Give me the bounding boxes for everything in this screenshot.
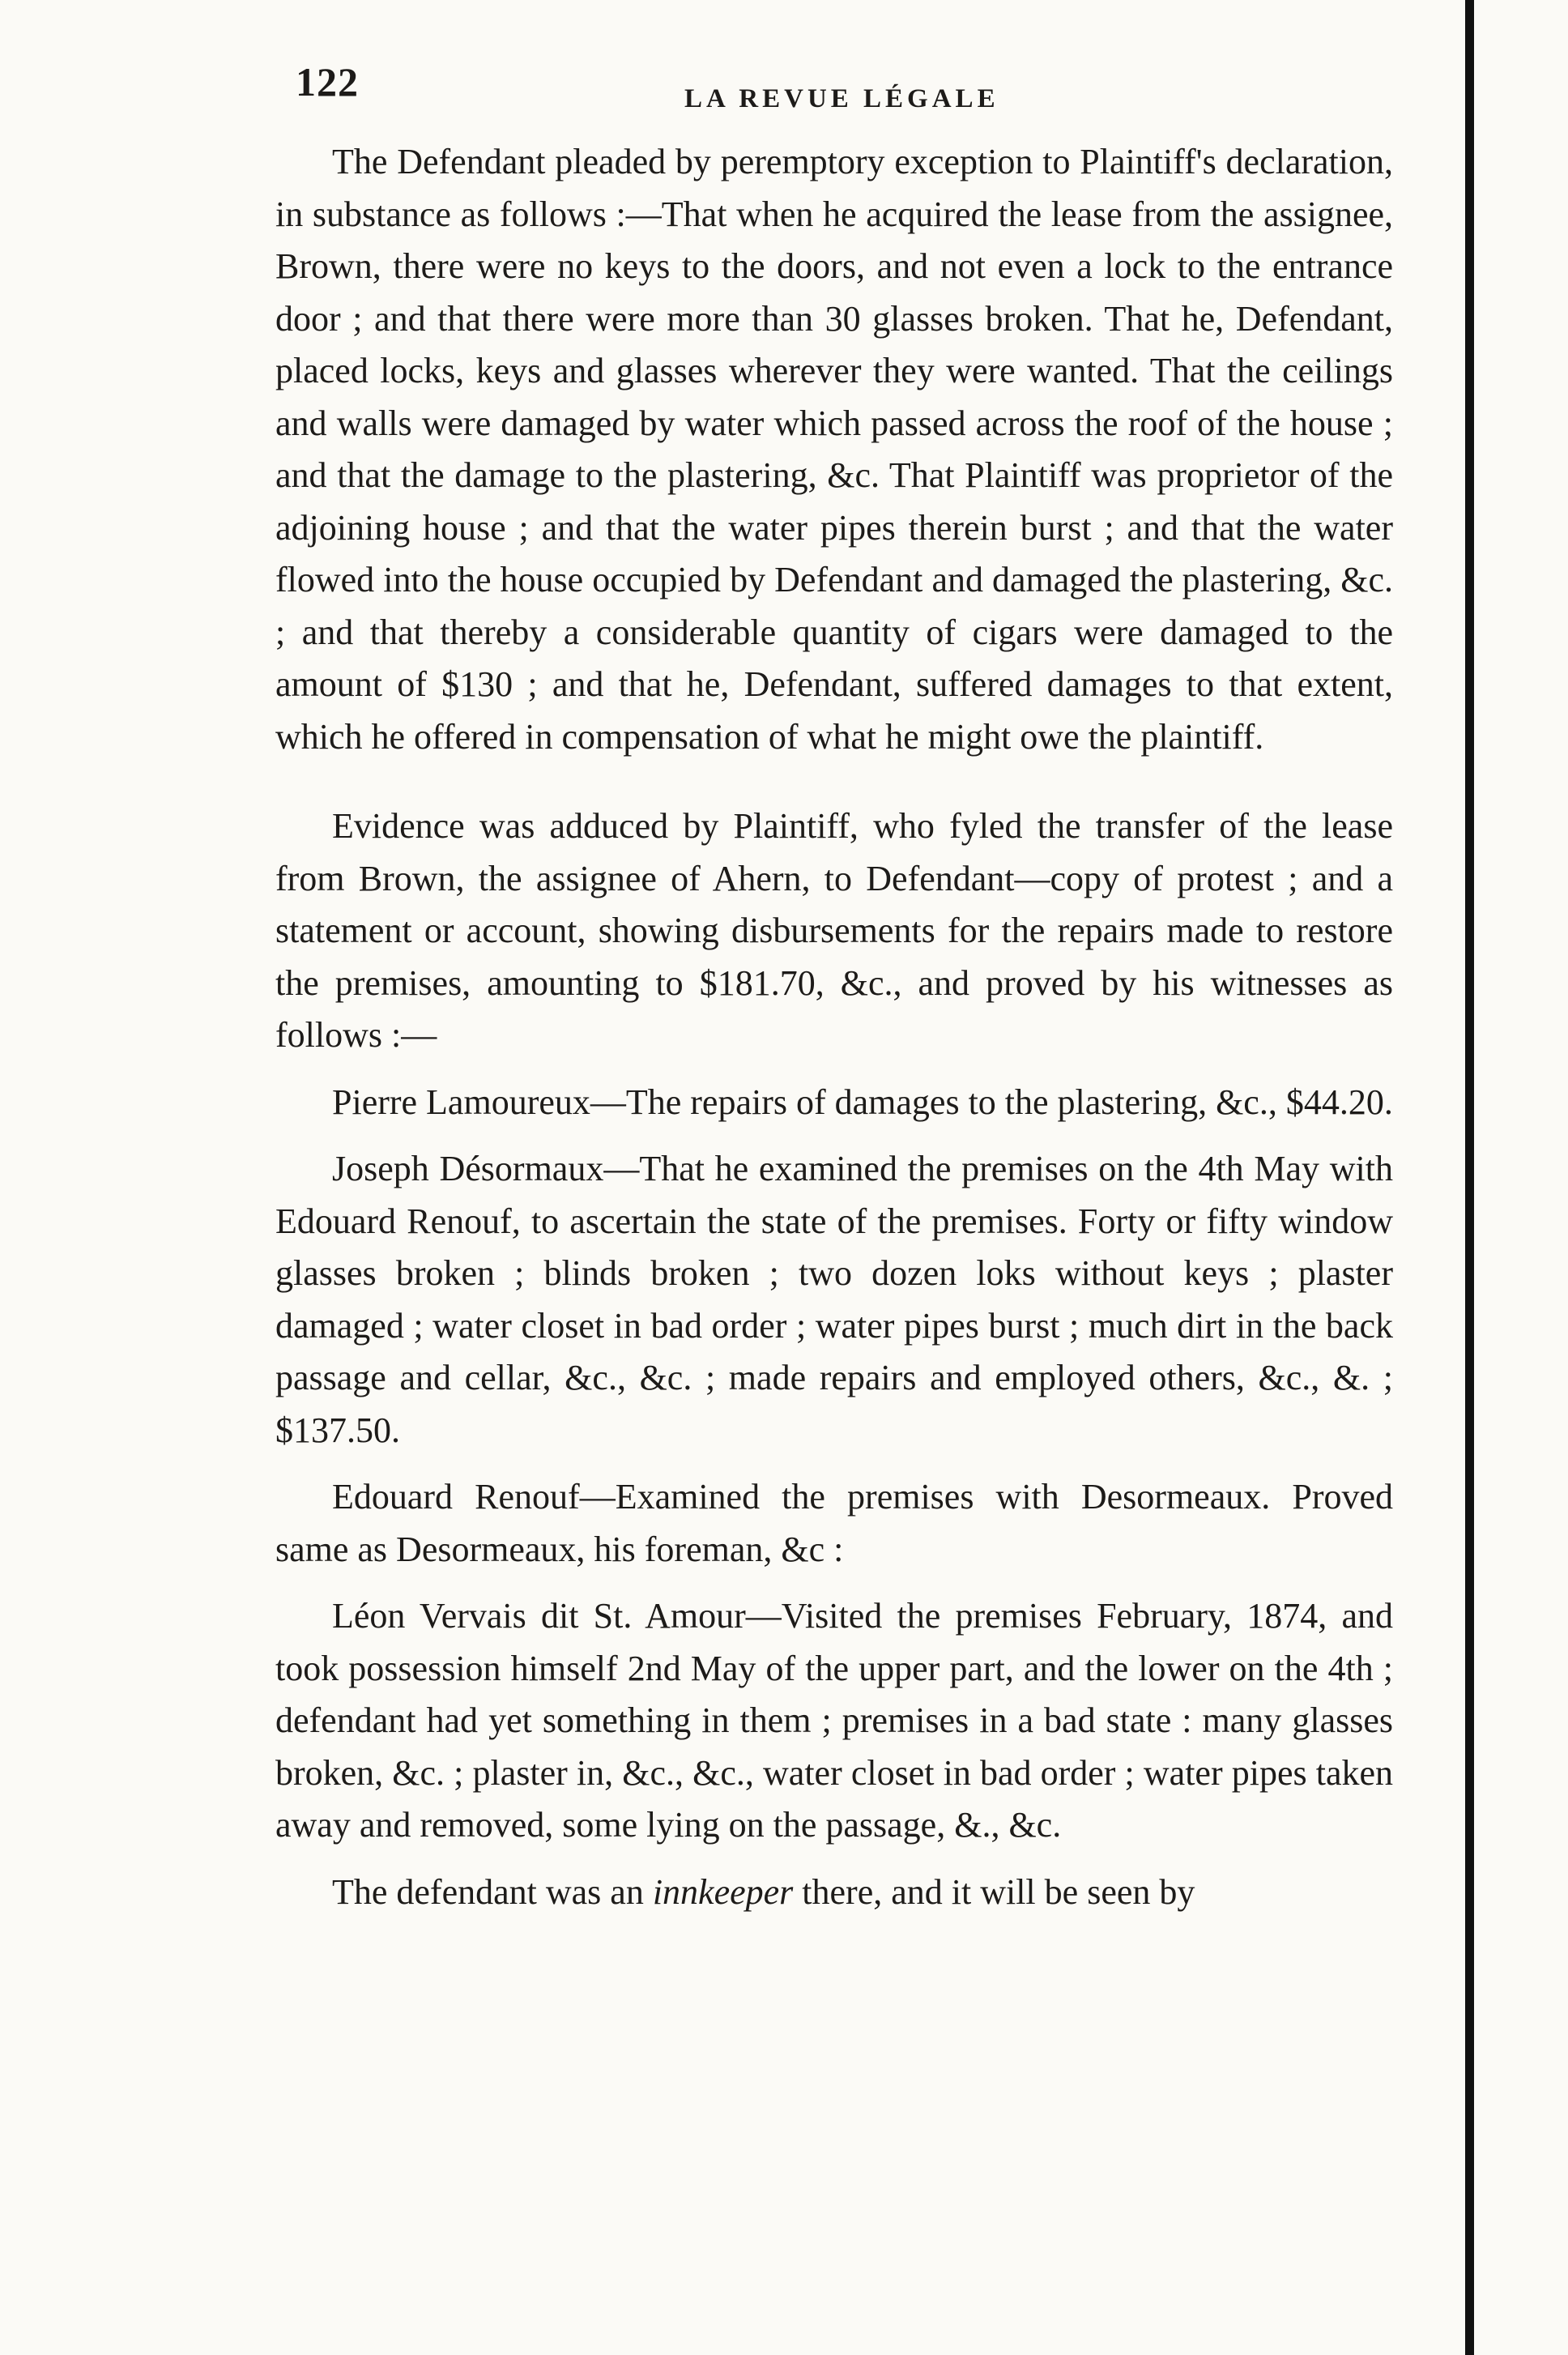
running-title: LA REVUE LÉGALE xyxy=(684,84,999,113)
paragraph-defendant-plea: The Defendant pleaded by peremptory exception to Plaintiff's declaration, in substance as follows :—That when he acquired the lease from the assignee, Brown, there were no keys to the doors, and not even a lock to the entrance door ; and that there were more than 30 glasses broken. That he, Defendant, placed locks, keys and glasses wherever they were wanted. That the ceilings and walls were damaged by water which passed across the roof of the house ; and that the damage to the plastering, &c. That Plaintiff was proprietor of the adjoining house ; and that the water pipes therein burst ; and that the water flowed into the house occupied by Defendant and damaged the plastering, &c. ; and that thereby a considerable quantity of cigars were damaged to the amount of $130 ; and that he, Defendant, suffered damages to that extent, which he offered in compensation of what he might owe the plaintiff. xyxy=(275,142,1393,757)
body-text xyxy=(275,136,1393,1918)
innkeeper-text-after: there, and it will be seen by xyxy=(793,1871,1195,1912)
paragraph-witness-lamoureux: Pierre Lamoureux—The repairs of damages to the plastering, &c., $44.20. xyxy=(332,1082,1393,1122)
innkeeper-italic: innkeeper xyxy=(652,1871,794,1912)
paragraph-witness-vervais: Léon Vervais dit St. Amour—Visited the premises February, 1874, and took possession himself 2nd May of the upper part, and the lower on the 4th ; defendant had yet something in them ; premises in a bad state : many glasses broken, &c. ; plaster in, &c., &c., water closet in bad order ; water pipes taken away and removed, some lying on the passage, &., &c. xyxy=(275,1596,1393,1845)
paragraph-witness-renouf: Edouard Renouf—Examined the premises with Desormeaux. Proved same as Desormeaux, his foreman, &c : xyxy=(275,1477,1393,1569)
page-number: 122 xyxy=(296,59,359,105)
paragraph-witness-desormaux: Joseph Désormaux—That he examined the premises on the 4th May with Edouard Renouf, to ascertain the state of the premises. Forty or fifty window glasses broken ; blinds broken ; two dozen loks without keys ; plaster damaged ; water closet in bad order ; water pipes burst ; much dirt in the back passage and cellar, &c., &c. ; made repairs and employed others, &c., &. ; $137.50. xyxy=(275,1149,1393,1450)
paragraph-evidence: Evidence was adduced by Plaintiff, who fyled the transfer of the lease from Brown, the assignee of Ahern, to Defendant—copy of protest ; and a statement or account, showing disbursements for the repairs made to restore the premises, amounting to $181.70, &c., and proved by his witnesses as follows :— xyxy=(275,806,1393,1055)
paragraph-defendant-innkeeper xyxy=(275,1867,1393,1919)
page-edge-rule xyxy=(1465,0,1474,2355)
innkeeper-text-before: The defendant was an xyxy=(332,1871,653,1912)
